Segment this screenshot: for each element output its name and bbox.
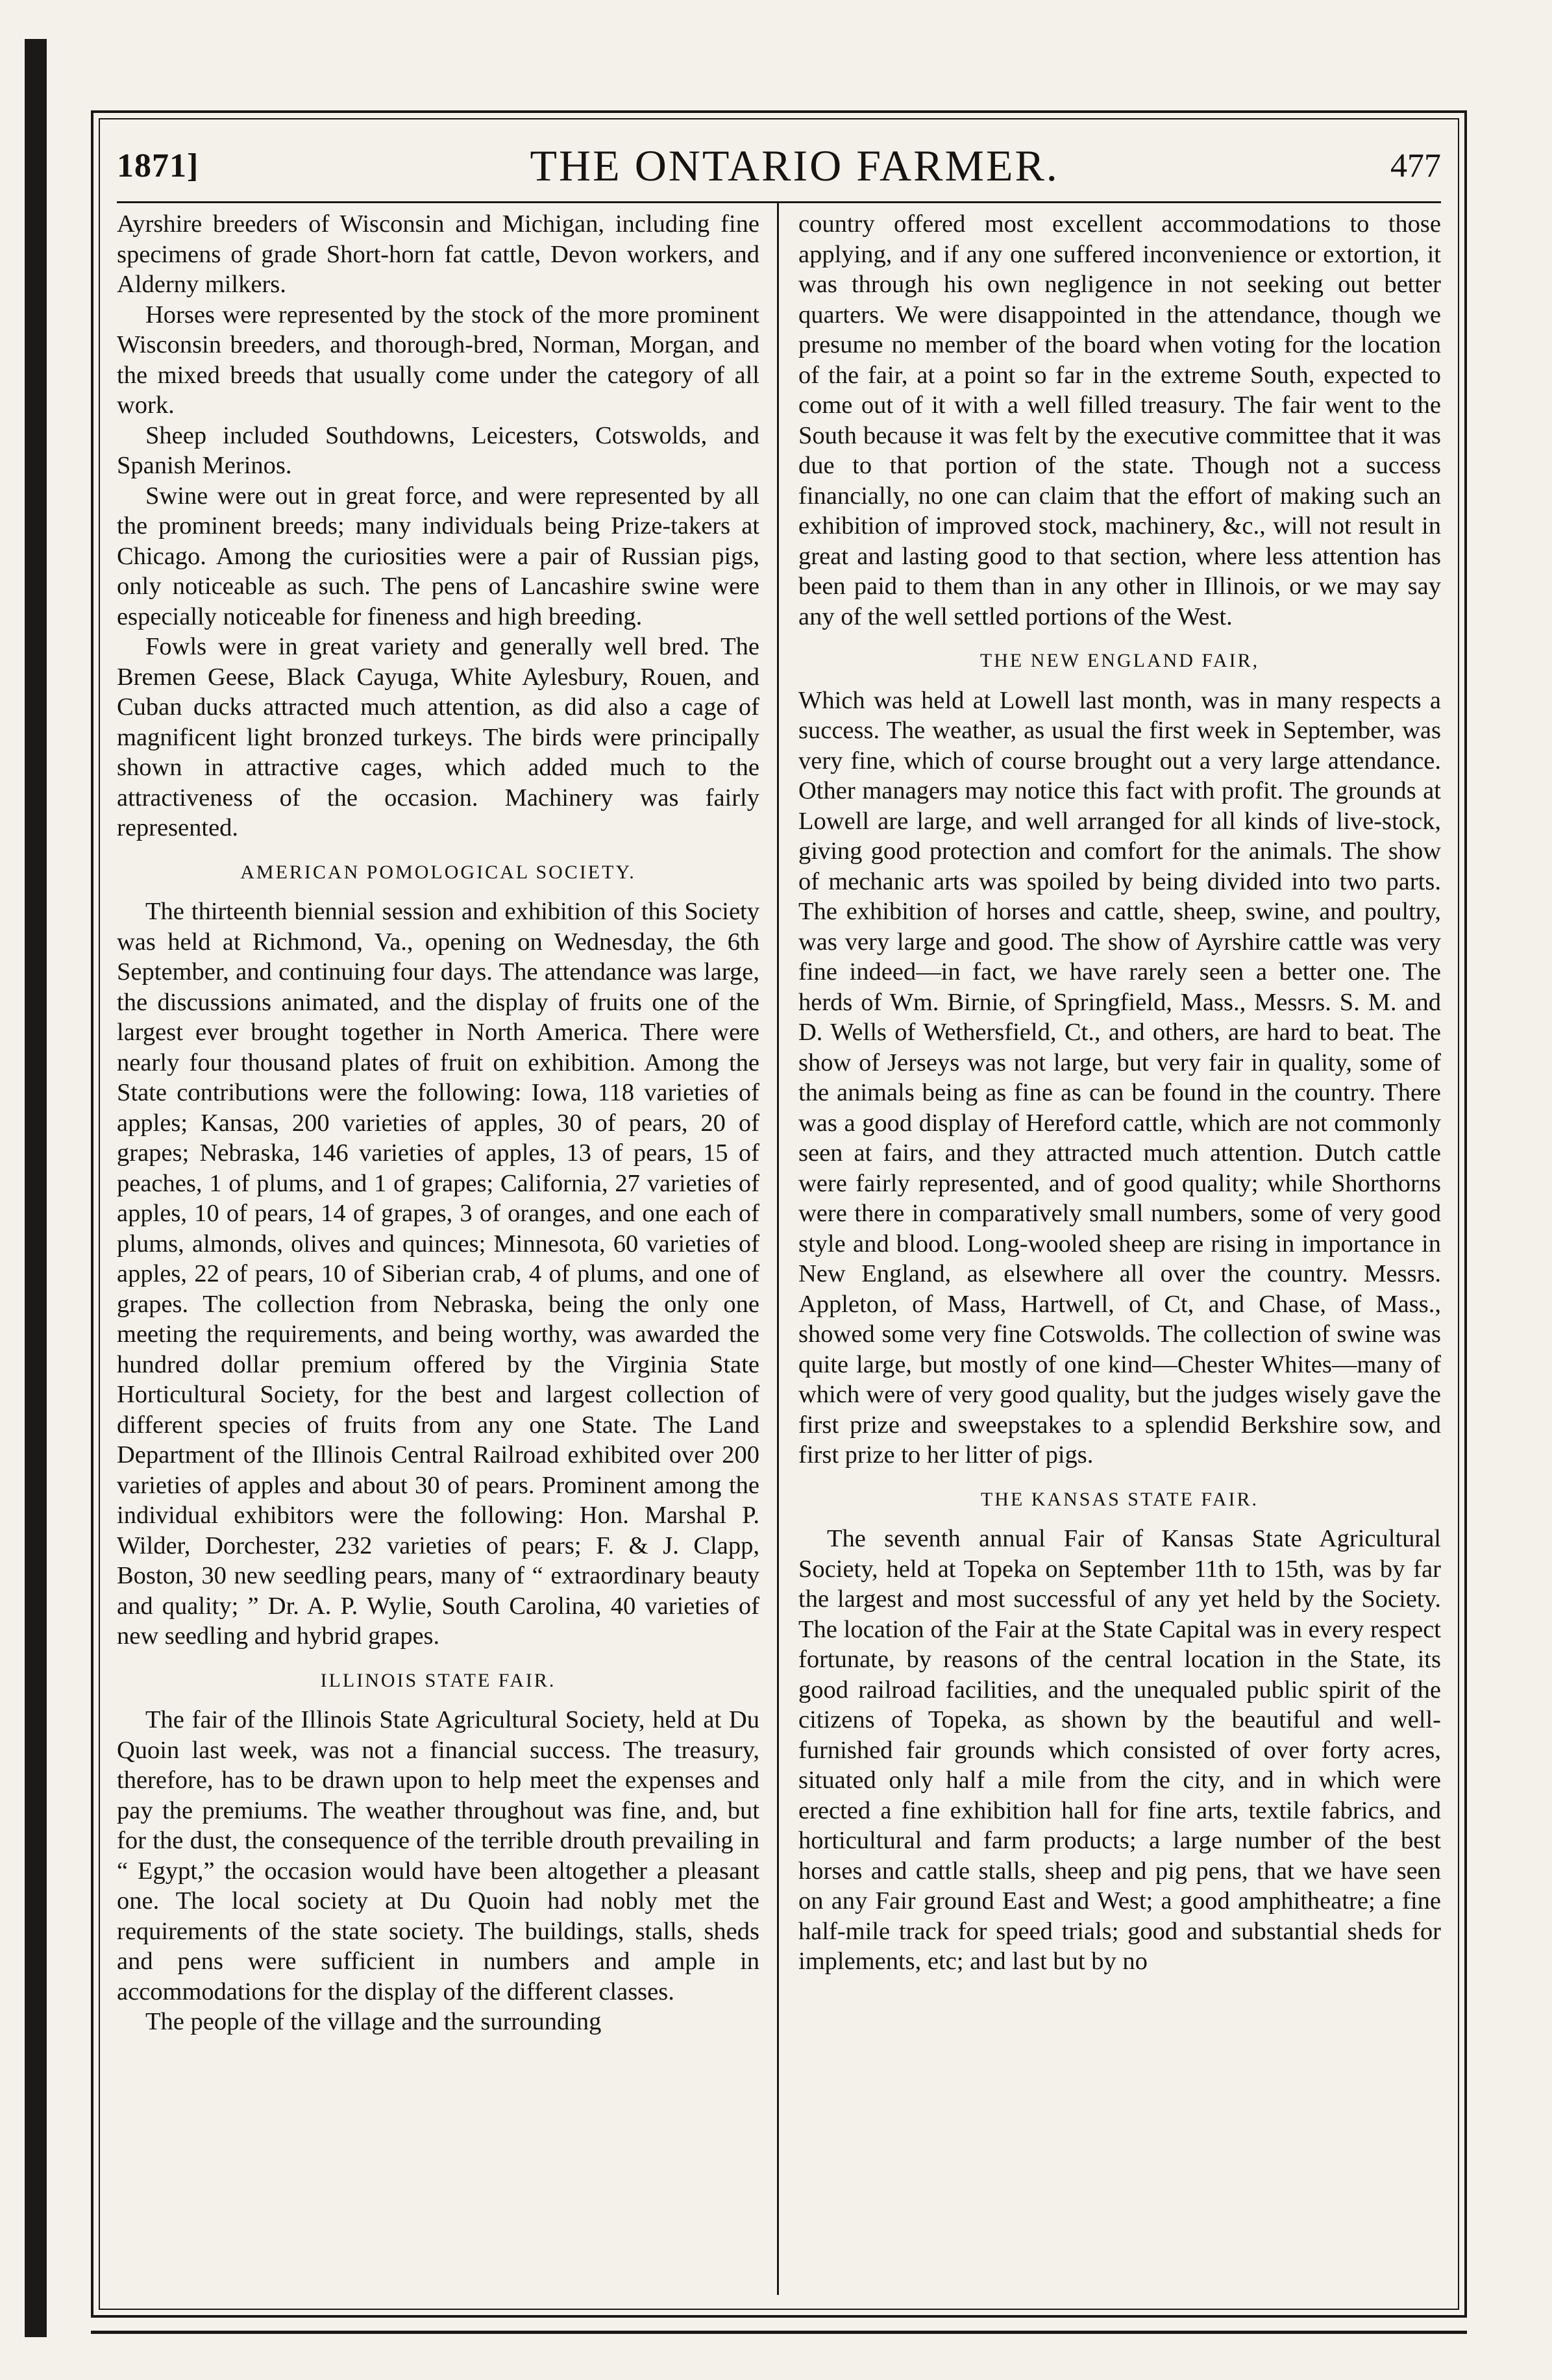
heading-kansas-fair: THE KANSAS STATE FAIR. (980, 1488, 1259, 1510)
paragraph-kansas-fair: The seventh annual Fair of Kansas State Agricultural Society, held at Topeka on September 11th to 15th, was by far the largest and most successful of any yet held by the Society. The location of the Fair at the State Capital was in every respect fortunate, by reasons of the central location in the State, its good railroad facilities, and the unequaled public spirit of the citizens of Topeka, as shown by the beautiful and well-furnished fair grounds which consisted of over forty acres, situated only half a mile from the city, and in which were erected a fine exhibition hall for fine arts, textile fabrics, and horticultural and farm products; a large number of the best horses and cattle stalls, sheep and pig pens, that we have seen on any Fair ground East and West; a good amphitheatre; a fine half-mile track for speed trials; good and substantial sheds for implements, etc; and last but by no (798, 1525, 1441, 1975)
paragraph-ayrshire-breeders: Ayrshire breeders of Wisconsin and Michigan, including fine specimens of grade Short-horn fat cattle, Devon workers, and Alderny milkers. (117, 210, 759, 298)
page-number: 477 (1390, 147, 1441, 184)
paragraph-swine: Swine were out in great force, and were represented by all the prominent breeds; many individuals being Prize-takers at Chicago. Among the curiosities were a pair of Russian pigs, only noticeable as such. The pens of Lancashire swine were especially noticeable for fineness and high breeding. (117, 482, 759, 630)
paragraph-new-england-fair: Which was held at Lowell last month, was in many respects a success. The weather, as usual the first week in September, was very fine, which of course brought out a very large attendance. Other managers may notice this fact with profit. The grounds at Lowell are large, and well arranged for all kinds of live-stock, giving good protection and comfort for the animals. The show of mechanic arts was spoiled by being divided into two parts. The exhibition of horses and cattle, sheep, swine, and poultry, was very large and good. The show of Ayrshire cattle was very fine indeed—in fact, we have rarely seen a better one. The herds of Wm. Birnie, of Springfield, Mass., Messrs. S. M. and D. Wells of Wethersfield, Ct., and others, are hard to beat. The show of Jerseys was not large, but very fair in quality, some of the animals being as fine as can be found in the country. There was a good display of Hereford cattle, which are not commonly seen at fairs, and they attracted much attention. Dutch cattle were fairly represented, and of good quality; while Shorthorns were there in comparatively small numbers, some of very good style and blood. Long-wooled sheep are rising in importance in New England, as elsewhere all over the country. Messrs. Appleton, of Mass, Hartwell, of Ct, and Chase, of Mass., showed some very fine Cotswolds. The collection of swine was quite large, but mostly of one kind—Chester Whites—many of which were of very good quality, but the judges wisely gave the first prize and sweepstakes to a splendid Berkshire sow, and first prize to her litter of pigs. (798, 686, 1441, 1469)
paragraph-illinois-fair: The fair of the Illinois State Agricultural Society, held at Du Quoin last week, was not a financial success. The treasury, therefore, has to be drawn upon to help meet the expenses and pay the premiums. The weather throughout was fine, and, but for the dust, the consequence of the terrible drouth prevailing in “ Egypt,” the occasion would have been altogether a pleasant one. The local society at Du Quoin had nobly met the requirements of the state society. The buildings, stalls, sheds and pens were sufficient in numbers and ample in accommodations for the display of the different classes. (117, 1706, 759, 2005)
bottom-rule (91, 2331, 1467, 2334)
publication-title: THE ONTARIO FARMER. (530, 140, 1059, 190)
binding-edge (25, 39, 47, 2337)
paragraph-pomological: The thirteenth biennial session and exhibition of this Society was held at Richmond, Va., opening on Wednesday, the 6th September, and continuing four days. The attendance was large, the discussions animated, and the display of fruits one of the largest ever brought together in North America. There were nearly four thousand plates of fruit on exhibition. Among the State contributions were the following: Iowa, 118 varieties of apples; Kansas, 200 varieties of apples, 30 of pears, 20 of grapes; Nebraska, 146 varieties of apples, 13 of pears, 15 of peaches, 1 of plums, and 1 of grapes; California, 27 varieties of apples, 10 of pears, 14 of grapes, 3 of oranges, and one each of plums, almonds, olives and quinces; Minnesota, 60 varieties of apples, 22 of pears, 10 of Siberian crab, 4 of plums, and one of grapes. The collection from Nebraska, being the only one meeting the requirements, and being worthy, was awarded the hundred dollar premium offered by the Virginia State Horticultural Society, for the best and largest collection of different species of fruits from any one State. The Land Department of the Illinois Central Railroad exhibited over 200 varieties of apples and about 30 of pears. Prominent among the individual exhibitors were the following: Hon. Marshal P. Wilder, Dorchester, 232 varieties of pears; F. & J. Clapp, Boston, 30 new seedling pears, many of “ extraordinary beauty and quality; ” Dr. A. P. Wylie, South Carolina, 40 varieties of new seedling and hybrid grapes. (117, 898, 759, 1650)
heading-pomological-society: AMERICAN POMOLOGICAL SOCIETY. (240, 861, 636, 883)
heading-new-england-fair: THE NEW ENGLAND FAIR, (979, 650, 1260, 671)
right-column (798, 209, 1441, 2293)
page-header (117, 130, 1441, 203)
paragraph-accommodations: country offered most excellent accommodations to those applying, and if any one suffered inconvenience or extortion, it was through his own negligence in not seeking out better quarters. We were disappointed in the attendance, though we presume no member of the board when voting for the location of the fair, at a point so far in the extreme South, expected to come out of it with a well filled treasury. The fair went to the South because it was felt by the executive committee that it was due to that portion of the state. Though not a success financially, no one can claim that the effort of making such an exhibition of improved stock, machinery, &c., will not result in great and lasting good to that section, where less attention has been paid to them than in any other in Illinois, or we may say any of the well settled portions of the West. (798, 210, 1441, 630)
issue-year: 1871] (117, 147, 199, 184)
paragraph-fowls: Fowls were in great variety and generally well bred. The Bremen Geese, Black Cayuga, White Aylesbury, Rouen, and Cuban ducks attracted much attention, as did also a cage of magnificent light bronzed turkeys. The birds were principally shown in attractive cages, which added much to the attractiveness of the occasion. Machinery was fairly represented. (117, 633, 759, 841)
paragraph-horses: Horses were represented by the stock of the more prominent Wisconsin breeders, and thorough-bred, Norman, Morgan, and the mixed breeds that usually come under the category of all work. (117, 301, 759, 419)
left-column (117, 209, 759, 2293)
heading-illinois-fair: ILLINOIS STATE FAIR. (320, 1669, 556, 1691)
article-columns (117, 209, 1441, 2293)
paragraph-sheep: Sheep included Southdowns, Leicesters, Cotswolds, and Spanish Merinos. (117, 421, 759, 479)
paragraph-village-people: The people of the village and the surrounding (145, 2008, 602, 2035)
